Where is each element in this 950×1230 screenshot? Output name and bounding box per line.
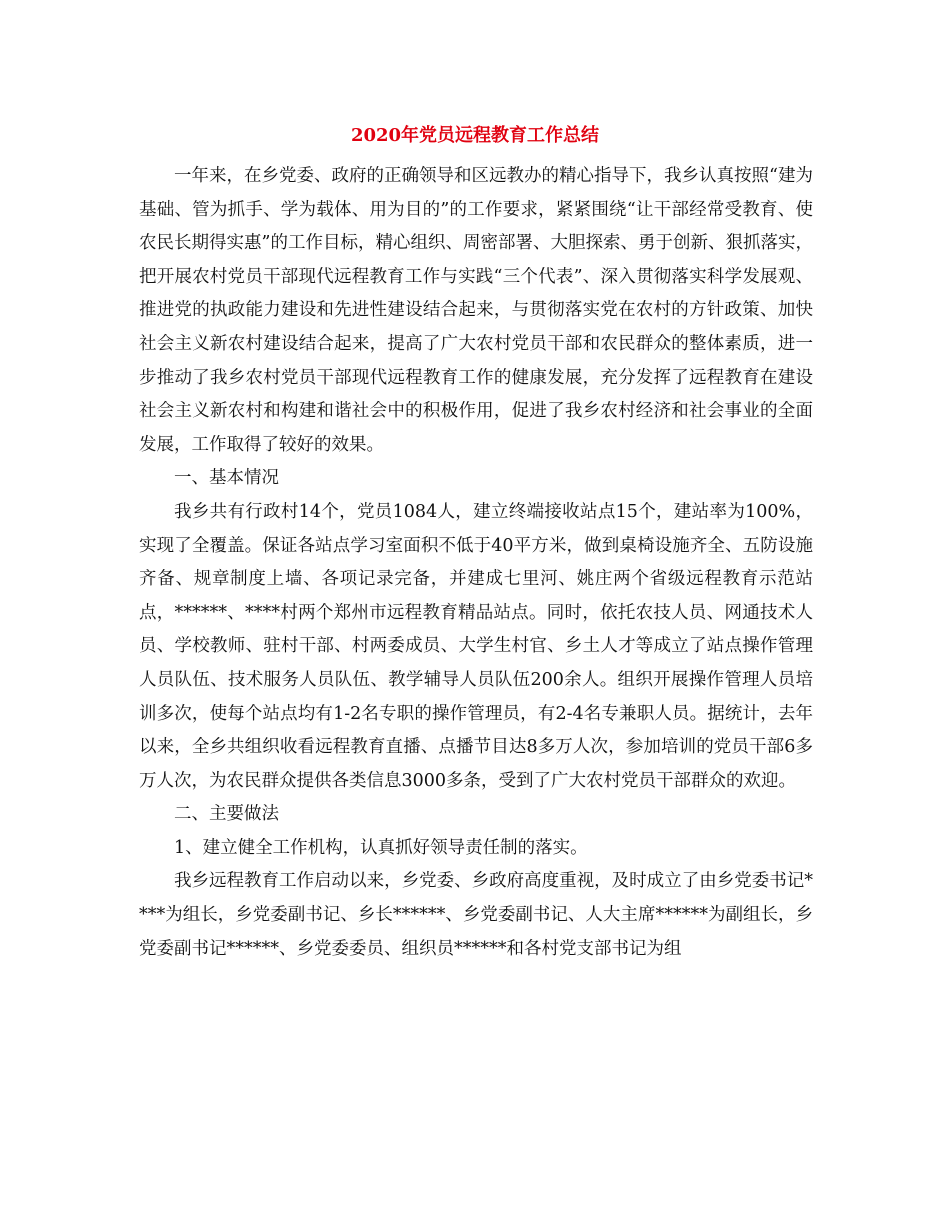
subheading-work-mechanism: 1、建立健全工作机构，认真抓好领导责任制的落实。 <box>174 837 588 858</box>
section-heading-main-practices: 二、主要做法 <box>174 804 279 825</box>
document-title: 2020年党员远程教育工作总结 <box>350 125 600 146</box>
section-heading-basic-situation: 一、基本情况 <box>174 468 279 489</box>
paragraph-work-mechanism: 我乡远程教育工作启动以来，乡党委、乡政府高度重视，及时成立了由乡党委书记****为组长，乡党委副书记、乡长******、乡党委副书记、人大主席******为副组长，乡党委副书记******、乡党委委员、组织员******和各村党支部书记为组 <box>139 871 813 959</box>
paragraph-basic-situation: 我乡共有行政村14个，党员1084人，建立终端接收站点15个，建站率为100%，实现了全覆盖。保证各站点学习室面积不低于40平方米，做到桌椅设施齐全、五防设施齐备、规章制度上墙、各项记录完备，并建成七里河、姚庄两个省级远程教育示范站点，******、****村两个郑州市远程教育精品站点。同时，依托农技人员、网通技术人员、学校教师、驻村干部、村两委成员、大学生村官、乡土人才等成立了站点操作管理人员队伍、技术服务人员队伍、教学辅导人员队伍200余人。组织开展操作管理人员培训多次，使每个站点均有1-2名专职的操作管理员，有2-4名专兼职人员。据统计，去年以来，全乡共组织收看远程教育直播、点播节目达8多万人次，参加培训的党员干部6多万人次，为农民群众提供各类信息3000多条，受到了广大农村党员干部群众的欢迎。 <box>139 501 813 791</box>
paragraph-intro: 一年来，在乡党委、政府的正确领导和区远教办的精心指导下，我乡认真按照“建为基础、管为抓手、学为载体、用为目的”的工作要求，紧紧围绕“让干部经常受教育、使农民长期得实惠”的工作目标，精心组织、周密部署、大胆探索、勇于创新、狠抓落实，把开展农村党员干部现代远程教育工作与实践“三个代表”、深入贯彻落实科学发展观、推进党的执政能力建设和先进性建设结合起来，与贯彻落实党在农村的方针政策、加快社会主义新农村建设结合起来，提高了广大农村党员干部和农民群众的整体素质，进一步推动了我乡农村党员干部现代远程教育工作的健康发展，充分发挥了远程教育在建设社会主义新农村和构建和谐社会中的积极作用，促进了我乡农村经济和社会事业的全面发展，工作取得了较好的效果。 <box>139 166 813 455</box>
document-body <box>139 160 813 966</box>
